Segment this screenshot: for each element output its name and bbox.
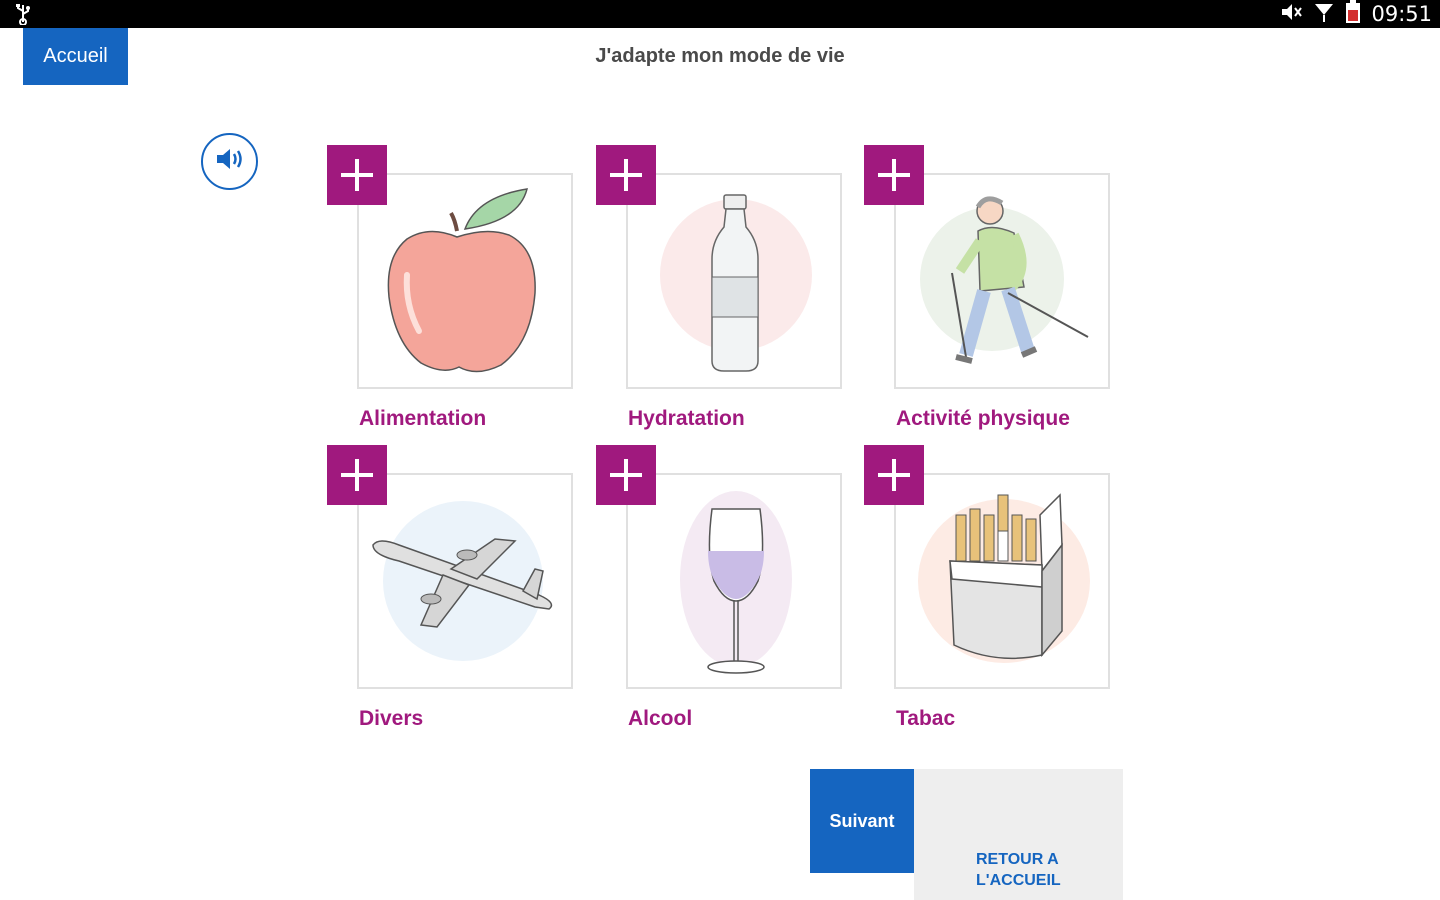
clock: 09:51 bbox=[1371, 2, 1432, 26]
battery-icon bbox=[1345, 0, 1361, 29]
tile-label[interactable]: Alcool bbox=[628, 707, 693, 730]
tile-alimentation[interactable] bbox=[327, 145, 587, 445]
plus-icon bbox=[337, 455, 377, 495]
tile-label[interactable]: Hydratation bbox=[628, 407, 745, 430]
add-activite-physique-button[interactable] bbox=[864, 145, 924, 205]
walking-man-icon bbox=[896, 175, 1108, 387]
cigarette-pack-icon bbox=[896, 475, 1108, 687]
status-bar bbox=[0, 0, 1440, 28]
signal-icon bbox=[1313, 1, 1335, 28]
plus-icon bbox=[606, 155, 646, 195]
tile-label[interactable]: Tabac bbox=[896, 707, 956, 730]
page-title: J'adapte mon mode de vie bbox=[595, 45, 845, 67]
tile-activite-physique[interactable] bbox=[864, 145, 1124, 445]
next-button[interactable]: Suivant bbox=[810, 769, 914, 873]
tile-divers[interactable] bbox=[327, 445, 587, 745]
add-tabac-button[interactable] bbox=[864, 445, 924, 505]
usb-icon bbox=[12, 3, 34, 30]
tile-tabac[interactable] bbox=[864, 445, 1124, 745]
tile-label[interactable]: Divers bbox=[359, 707, 424, 730]
plus-icon bbox=[606, 455, 646, 495]
airplane-icon bbox=[359, 475, 571, 687]
add-alimentation-button[interactable] bbox=[327, 145, 387, 205]
water-bottle-icon bbox=[628, 175, 840, 387]
add-alcool-button[interactable] bbox=[596, 445, 656, 505]
hydratation-card[interactable] bbox=[626, 173, 842, 389]
divers-card[interactable] bbox=[357, 473, 573, 689]
alcool-card[interactable] bbox=[626, 473, 842, 689]
speaker-icon bbox=[214, 146, 246, 177]
home-button[interactable]: Accueil bbox=[23, 28, 128, 85]
speaker-button[interactable] bbox=[201, 133, 258, 190]
add-hydratation-button[interactable] bbox=[596, 145, 656, 205]
apple-icon bbox=[359, 175, 571, 387]
tile-alcool[interactable] bbox=[596, 445, 856, 745]
back-to-home-button[interactable] bbox=[914, 769, 1123, 900]
plus-icon bbox=[874, 155, 914, 195]
tile-label[interactable]: Alimentation bbox=[359, 407, 487, 430]
plus-icon bbox=[874, 455, 914, 495]
activite-physique-card[interactable] bbox=[894, 173, 1110, 389]
add-divers-button[interactable] bbox=[327, 445, 387, 505]
mute-icon bbox=[1279, 1, 1303, 28]
plus-icon bbox=[337, 155, 377, 195]
alimentation-card[interactable] bbox=[357, 173, 573, 389]
wine-glass-icon bbox=[628, 475, 840, 687]
tile-hydratation[interactable] bbox=[596, 145, 856, 445]
back-to-home-label: RETOUR A L'ACCUEIL bbox=[976, 851, 1061, 889]
tabac-card[interactable] bbox=[894, 473, 1110, 689]
tile-label[interactable]: Activité physique bbox=[896, 407, 1070, 430]
